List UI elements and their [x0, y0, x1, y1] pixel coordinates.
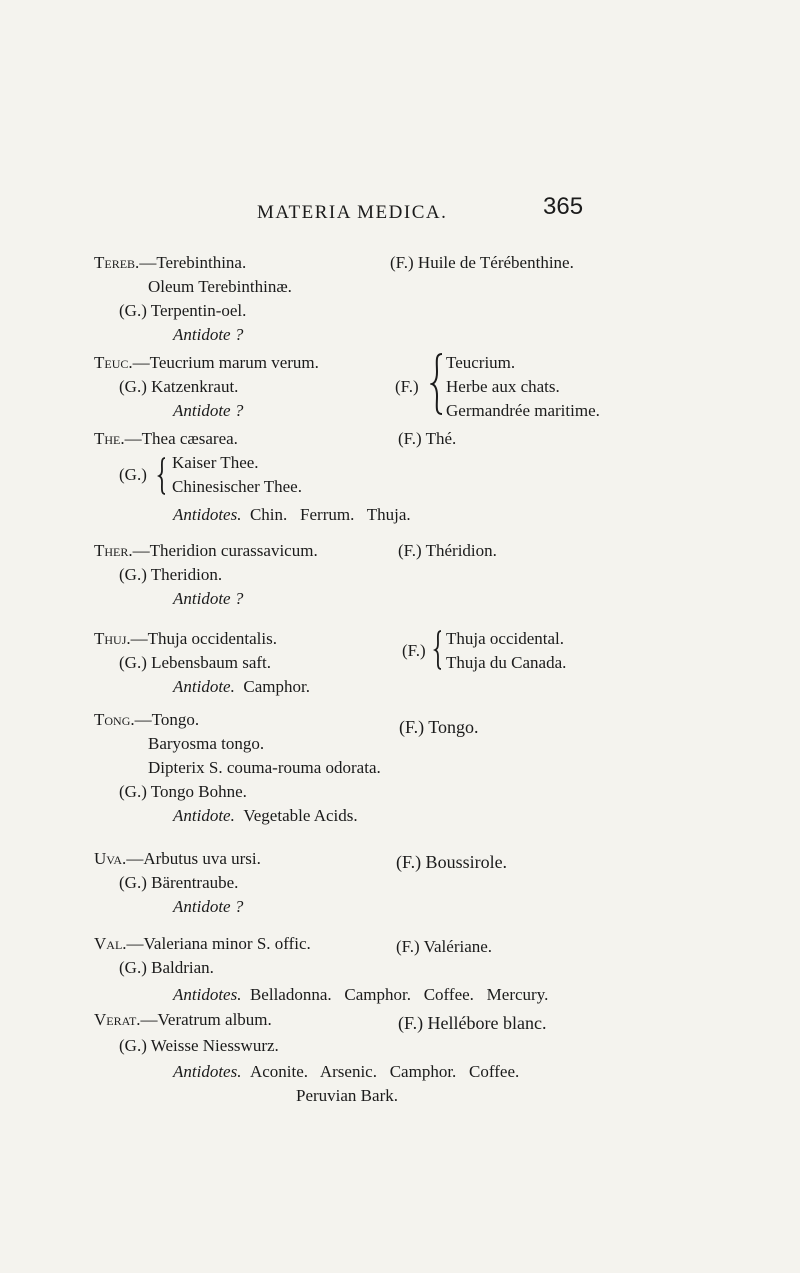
entry-antidote: Vegetable Acids.: [243, 806, 358, 825]
entry-latin-name: —Teucrium marum verum.: [132, 353, 319, 372]
entry-german-name: (G.) Baldrian.: [119, 958, 214, 977]
brace-icon: [430, 352, 444, 416]
entry-french-name: Thuja du Canada.: [446, 653, 567, 672]
entry-french-name: (F.) Boussirole.: [396, 852, 508, 872]
entry-abbr: Uva.: [94, 849, 127, 868]
entry-latin-synonym: Oleum Terebinthinæ.: [148, 277, 292, 296]
brace-icon: [157, 456, 167, 496]
entry-german-marker: (G.): [119, 465, 147, 484]
entry-abbr: Tong.: [94, 710, 135, 729]
entry-abbr: Thuj.: [94, 629, 131, 648]
entry-latin-synonym: Dipterix S. couma-rouma odorata.: [148, 758, 381, 777]
entry-antidotes-label: Antidotes.: [173, 505, 242, 524]
entry-french-name: (F.) Thé.: [398, 429, 457, 448]
entry-german-name: (G.) Terpentin-oel.: [119, 301, 247, 320]
entry-french-name: (F.) Théridion.: [398, 541, 497, 560]
entry-antidote: Antidote ?: [173, 401, 244, 420]
entry-abbr: The.: [94, 429, 125, 448]
entry-french-marker: (F.): [395, 377, 419, 396]
entry-abbr: Tereb.: [94, 253, 140, 272]
entry-french-marker: (F.): [402, 641, 426, 660]
entry-antidotes-continued: Peruvian Bark.: [296, 1086, 398, 1105]
entry-german-name: Chinesischer Thee.: [172, 477, 302, 496]
entry-abbr: Val.: [94, 934, 127, 953]
entry-antidote: Camphor.: [243, 677, 310, 696]
entry-antidote: Antidote ?: [173, 325, 244, 344]
entry-german-name: Kaiser Thee.: [172, 453, 259, 472]
entry-french-name: (F.) Tongo.: [399, 717, 479, 737]
entry-french-name: Teucrium.: [446, 353, 516, 372]
entry-antidotes: Chin. Ferrum. Thuja.: [249, 505, 411, 524]
entry-german-name: (G.) Lebensbaum saft.: [119, 653, 272, 672]
entry-antidotes-label: Antidotes.: [173, 1062, 242, 1081]
entry-latin-name: —Thea cæsarea.: [124, 429, 238, 448]
entry-antidotes: Aconite. Arsenic. Camphor. Coffee.: [249, 1062, 520, 1081]
entry-german-name: (G.) Bärentraube.: [119, 873, 239, 892]
entry-german-name: (G.) Weisse Niesswurz.: [119, 1036, 279, 1055]
entry-german-name: (G.) Katzenkraut.: [119, 377, 239, 396]
entry-french-name: (F.) Valériane.: [396, 937, 493, 956]
entry-german-name: (G.) Tongo Bohne.: [119, 782, 247, 801]
running-header-title: MATERIA MEDICA.: [257, 202, 448, 223]
entry-french-name: Thuja occidental.: [446, 629, 565, 648]
entry-latin-name: —Thuja occidentalis.: [130, 629, 277, 648]
entry-latin-name: —Terebinthina.: [139, 253, 247, 272]
entry-antidote: Antidote ?: [173, 897, 244, 916]
entry-german-name: (G.) Theridion.: [119, 565, 223, 584]
entry-latin-name: —Veratrum album.: [140, 1010, 272, 1029]
entry-french-name: (F.) Hellébore blanc.: [398, 1013, 547, 1033]
entry-french-name: Germandrée maritime.: [446, 401, 600, 420]
entry-antidotes: Belladonna. Camphor. Coffee. Mercury.: [249, 985, 549, 1004]
page-number: 365: [543, 193, 584, 220]
entry-antidote: Antidote ?: [173, 589, 244, 608]
entry-abbr: Verat.: [94, 1010, 141, 1029]
entry-french-name: (F.) Huile de Térébenthine.: [390, 253, 574, 272]
entry-latin-synonym: Baryosma tongo.: [148, 734, 265, 753]
entry-latin-name: —Valeriana minor S. offic.: [126, 934, 311, 953]
entry-latin-name: —Arbutus uva ursi.: [126, 849, 261, 868]
brace-icon: [433, 629, 443, 671]
entry-antidote-label: Antidote.: [173, 677, 235, 696]
entry-antidotes-label: Antidotes.: [173, 985, 242, 1004]
entry-french-name: Herbe aux chats.: [446, 377, 560, 396]
entry-antidote-label: Antidote.: [173, 806, 235, 825]
entry-latin-name: —Theridion curassavicum.: [132, 541, 318, 560]
entry-abbr: Ther.: [94, 541, 133, 560]
entry-latin-name: —Tongo.: [134, 710, 200, 729]
entry-abbr: Teuc.: [94, 353, 133, 372]
